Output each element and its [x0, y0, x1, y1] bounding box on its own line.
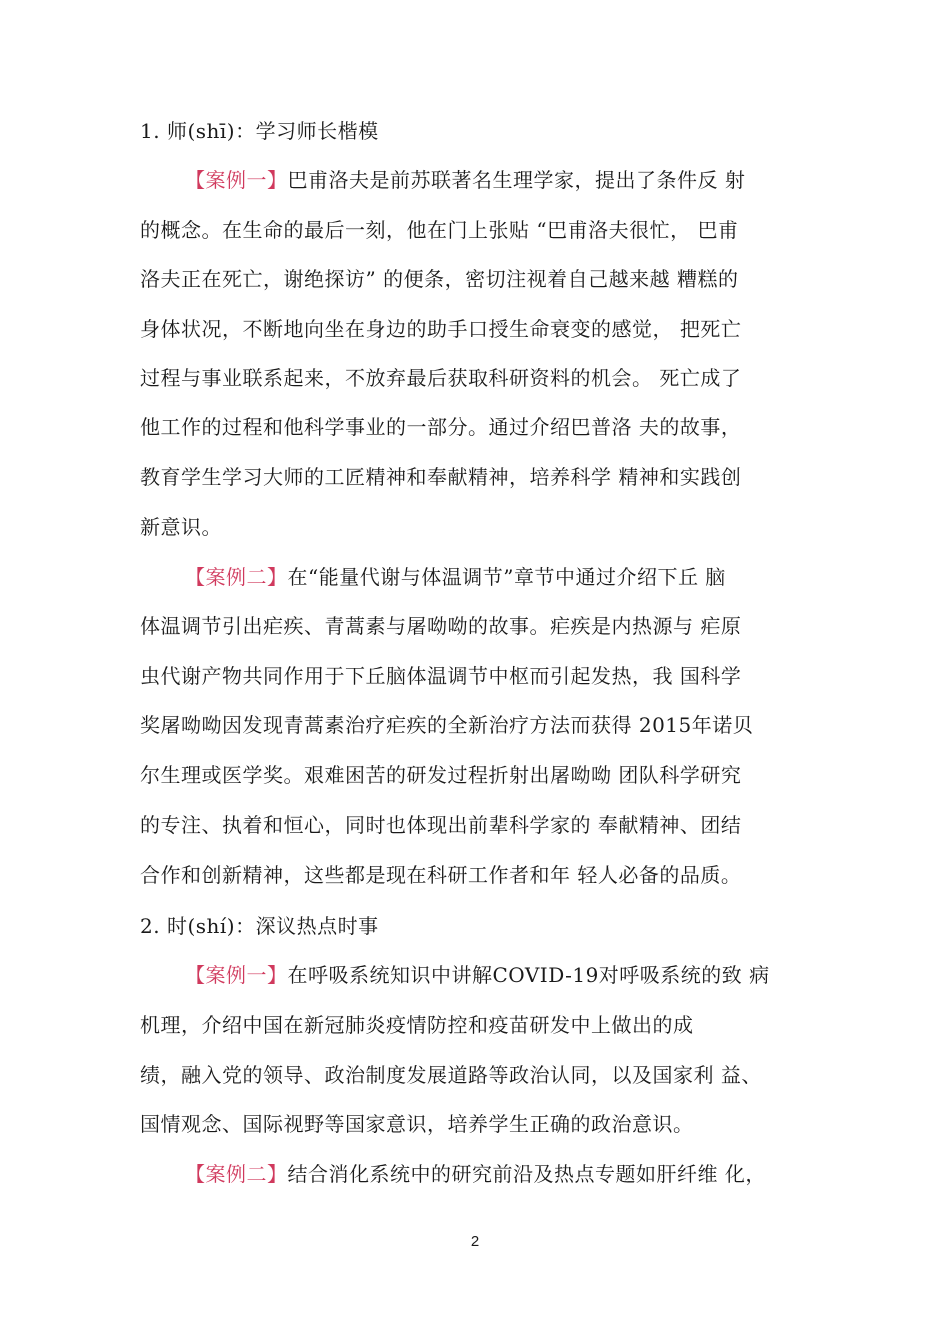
- case-paragraph-line: 奖屠呦呦因发现青蒿素治疗疟疾的全新治疗方法而获得 2015年诺贝: [140, 713, 754, 737]
- case-paragraph-line: 新意识。: [140, 515, 222, 539]
- page-number: 2: [470, 1233, 480, 1250]
- case-paragraph-line: 的概念。在生命的最后一刻，他在门上张贴 “巴甫洛夫很忙， 巴甫: [140, 218, 739, 242]
- case-paragraph-line: 国情观念、国际视野等国家意识，培养学生正确的政治意识。: [140, 1112, 694, 1136]
- case-tag: 【案例一】: [185, 963, 288, 987]
- case-paragraph-line: 绩，融入党的领导、政治制度发展道路等政治认同，以及国家利 益、: [140, 1063, 762, 1087]
- case-paragraph-line: 虫代谢产物共同作用于下丘脑体温调节中枢而引起发热，我 国科学: [140, 664, 742, 688]
- case-paragraph-line: 他工作的过程和他科学事业的一部分。通过介绍巴普洛 夫的故事，: [140, 415, 742, 439]
- case-paragraph-line: 机理，介绍中国在新冠肺炎疫情防控和疫苗研发中上做出的成: [140, 1013, 694, 1037]
- case-paragraph-line: 体温调节引出疟疾、青蒿素与屠呦呦的故事。疟疾是内热源与 疟原: [140, 614, 742, 638]
- case-paragraph-line: 的专注、执着和恒心，同时也体现出前辈科学家的 奉献精神、团结: [140, 813, 742, 837]
- case-tag: 【案例一】: [185, 168, 288, 192]
- case-paragraph-line: 【案例二】在“能量代谢与体温调节”章节中通过介绍下丘 脑: [185, 565, 726, 589]
- case-paragraph-line: 过程与事业联系起来，不放弃最后获取科研资料的机会。 死亡成了: [140, 366, 742, 390]
- case-paragraph-line: 教育学生学习大师的工匠精神和奉献精神，培养科学 精神和实践创: [140, 465, 742, 489]
- section-heading-2: 2. 时(shí)：深议热点时事: [140, 914, 379, 938]
- case-paragraph-line: 尔生理或医学奖。艰难困苦的研发过程折射出屠呦呦 团队科学研究: [140, 763, 742, 787]
- section-heading-1: 1. 师(shī)：学习师长楷模: [140, 119, 379, 143]
- case-paragraph-line: 【案例二】结合消化系统中的研究前沿及热点专题如肝纤维 化，: [185, 1162, 766, 1186]
- case-tag: 【案例二】: [185, 1162, 288, 1186]
- case-paragraph-line: 【案例一】在呼吸系统知识中讲解COVID-19对呼吸系统的致 病: [185, 963, 770, 987]
- case-paragraph-line: 洛夫正在死亡，谢绝探访” 的便条，密切注视着自己越来越 糟糕的: [140, 267, 739, 291]
- case-paragraph-line: 身体状况，不断地向坐在身边的助手口授生命衰变的感觉， 把死亡: [140, 317, 742, 341]
- case-paragraph-line: 【案例一】巴甫洛夫是前苏联著名生理学家，提出了条件反 射: [185, 168, 746, 192]
- case-tag: 【案例二】: [185, 565, 288, 589]
- case-paragraph-line: 合作和创新精神，这些都是现在科研工作者和年 轻人必备的品质。: [140, 863, 742, 887]
